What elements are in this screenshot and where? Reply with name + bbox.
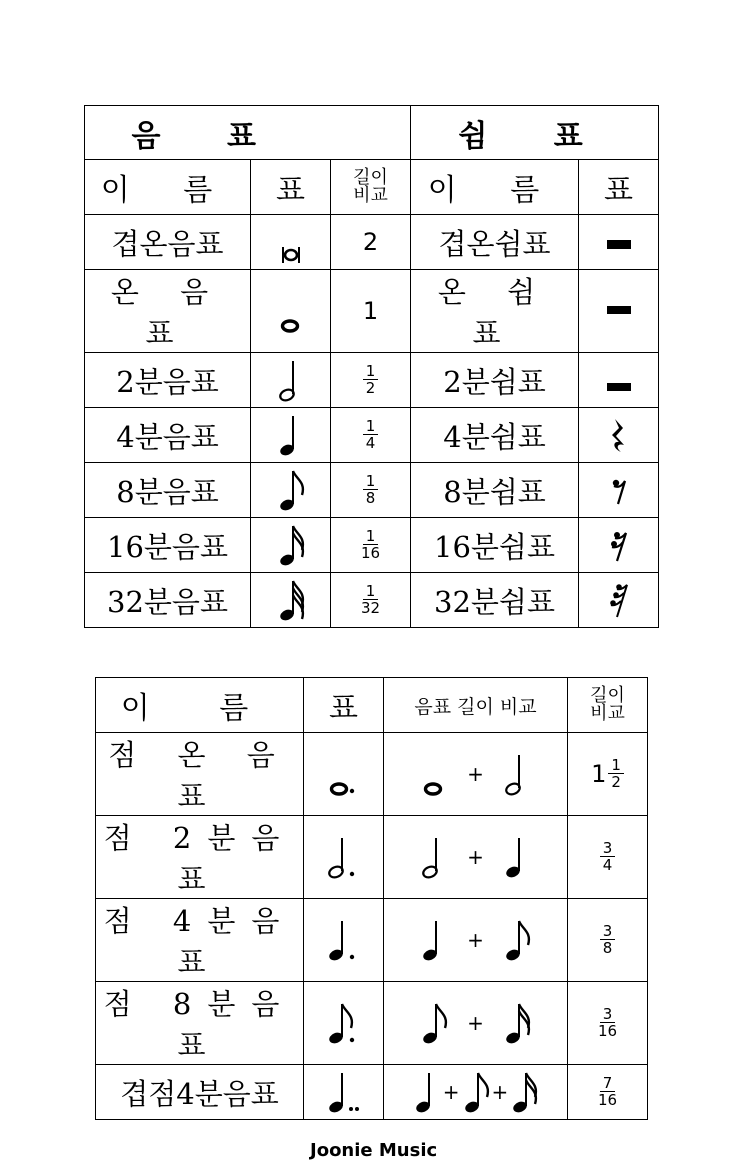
fraction-numerator: 1 bbox=[363, 364, 379, 380]
whole-note-icon bbox=[419, 751, 449, 797]
length-header-top: 길이 bbox=[353, 167, 388, 188]
sixteenth-note-icon bbox=[502, 1000, 532, 1046]
sixteenth-rest-icon bbox=[579, 518, 659, 573]
note-name: 2분음표 bbox=[85, 353, 251, 408]
quarter-rest-icon bbox=[579, 408, 659, 463]
table-row bbox=[96, 899, 648, 982]
half-note-icon bbox=[502, 751, 532, 797]
note-name: 온 음 표 bbox=[85, 270, 251, 353]
table-row bbox=[96, 733, 648, 816]
length-fraction bbox=[595, 1076, 620, 1108]
length-fraction bbox=[358, 584, 383, 616]
brand-logo: Joonie Music bbox=[310, 1140, 438, 1161]
dotted-length-cell bbox=[568, 1065, 648, 1120]
eighth-rest-icon bbox=[579, 463, 659, 518]
half-note-icon bbox=[419, 834, 449, 880]
sixteenth-note-icon bbox=[251, 518, 331, 573]
table-row bbox=[96, 1065, 648, 1120]
length-fraction bbox=[358, 529, 383, 561]
note-name: 겹온음표 bbox=[85, 215, 251, 270]
table-row bbox=[85, 573, 659, 628]
length-fraction bbox=[363, 364, 379, 396]
length-cell bbox=[331, 353, 411, 408]
rest-group-label: 쉼 표 bbox=[458, 118, 611, 154]
comparison-cell bbox=[384, 733, 568, 816]
comparison-cell bbox=[384, 899, 568, 982]
note-name: 16분음표 bbox=[85, 518, 251, 573]
length-cell bbox=[331, 215, 411, 270]
rest-name: 4분쉼표 bbox=[411, 408, 579, 463]
dotted-length-cell bbox=[568, 982, 648, 1065]
rest-name: 온 쉼 표 bbox=[411, 270, 579, 353]
length-value: 2 bbox=[362, 228, 379, 256]
rest-name: 겹온쉼표 bbox=[411, 215, 579, 270]
quarter-note-icon bbox=[412, 1069, 442, 1115]
length-fraction bbox=[600, 841, 616, 873]
table-row bbox=[85, 518, 659, 573]
table-row bbox=[96, 982, 648, 1065]
fraction-denominator: 4 bbox=[365, 434, 376, 452]
dotted-note-name: 점 2분음표 bbox=[96, 816, 304, 899]
rest-name: 32분쉼표 bbox=[411, 573, 579, 628]
dotted-note-table bbox=[95, 677, 648, 1120]
note-name: 4분음표 bbox=[85, 408, 251, 463]
plus-sign: + bbox=[467, 928, 484, 952]
dotted-half-note-icon bbox=[304, 816, 384, 899]
fraction-numerator: 1 bbox=[608, 758, 624, 774]
note-name: 32분음표 bbox=[85, 573, 251, 628]
fraction-numerator: 7 bbox=[600, 1076, 616, 1092]
length-fraction bbox=[600, 924, 616, 956]
fraction-denominator: 16 bbox=[360, 544, 381, 562]
fraction-numerator: 1 bbox=[363, 529, 379, 545]
eighth-note-icon bbox=[502, 917, 532, 963]
plus-sign: + bbox=[467, 1011, 484, 1035]
eighth-note-icon bbox=[251, 463, 331, 518]
length-fraction bbox=[363, 419, 379, 451]
length-value: 1 bbox=[362, 297, 379, 325]
quarter-note-icon bbox=[502, 834, 532, 880]
comparison-header: 음표 길이 비교 bbox=[384, 678, 568, 733]
note-name: 8분음표 bbox=[85, 463, 251, 518]
table-row bbox=[96, 816, 648, 899]
dotted-note-name: 겹점4분음표 bbox=[96, 1065, 304, 1120]
plus-sign: + bbox=[467, 845, 484, 869]
symbol-header: 표 bbox=[251, 160, 331, 215]
length-fraction bbox=[608, 758, 624, 790]
rest-name: 16분쉼표 bbox=[411, 518, 579, 573]
dotted-length-header-top: 길이 bbox=[590, 685, 625, 706]
name-header: 이 름 bbox=[85, 160, 251, 215]
table-row bbox=[85, 353, 659, 408]
note-group-label: 음 표 bbox=[131, 118, 284, 154]
length-cell bbox=[331, 270, 411, 353]
fraction-numerator: 1 bbox=[363, 474, 379, 490]
rest-name: 2분쉼표 bbox=[411, 353, 579, 408]
plus-sign: + bbox=[442, 1080, 460, 1104]
plus-sign: + bbox=[467, 762, 484, 786]
note-group-header bbox=[85, 106, 331, 160]
comparison-cell bbox=[384, 816, 568, 899]
double-dotted-quarter-note-icon bbox=[304, 1065, 384, 1120]
length-whole: 1 bbox=[591, 760, 607, 788]
dotted-quarter-note-icon bbox=[304, 899, 384, 982]
dotted-length-header bbox=[568, 678, 648, 733]
note-rest-table bbox=[84, 105, 659, 628]
thirty-second-note-icon bbox=[251, 573, 331, 628]
length-fraction bbox=[595, 1007, 620, 1039]
fraction-numerator: 1 bbox=[363, 419, 379, 435]
fraction-numerator: 1 bbox=[363, 584, 379, 600]
fraction-denominator: 2 bbox=[611, 773, 621, 791]
whole-note-icon bbox=[251, 270, 331, 353]
fraction-numerator: 3 bbox=[600, 1007, 616, 1023]
dotted-symbol-header: 표 bbox=[304, 678, 384, 733]
breve-icon bbox=[251, 215, 331, 270]
comparison-cell bbox=[384, 1065, 568, 1120]
dotted-note-name: 점 8분음표 bbox=[96, 982, 304, 1065]
fraction-denominator: 32 bbox=[360, 599, 381, 617]
length-cell bbox=[331, 518, 411, 573]
rest-group-header bbox=[411, 106, 659, 160]
table-row bbox=[85, 463, 659, 518]
dotted-name-header: 이 름 bbox=[96, 678, 304, 733]
fraction-denominator: 8 bbox=[365, 489, 376, 507]
table-row bbox=[85, 215, 659, 270]
thirty-second-rest-icon bbox=[579, 573, 659, 628]
whole-rest-icon bbox=[579, 270, 659, 353]
fraction-denominator: 8 bbox=[602, 939, 613, 957]
length-fraction bbox=[363, 474, 379, 506]
quarter-note-icon bbox=[251, 408, 331, 463]
breve-rest-icon bbox=[579, 215, 659, 270]
dotted-note-name: 점 4분음표 bbox=[96, 899, 304, 982]
dotted-note-name: 점 온 음 표 bbox=[96, 733, 304, 816]
half-note-icon bbox=[251, 353, 331, 408]
eighth-note-icon bbox=[461, 1069, 491, 1115]
length-cell bbox=[331, 463, 411, 518]
eighth-note-icon bbox=[419, 1000, 449, 1046]
dotted-length-cell bbox=[568, 816, 648, 899]
comparison-cell bbox=[384, 982, 568, 1065]
dotted-whole-note-icon bbox=[304, 733, 384, 816]
fraction-denominator: 2 bbox=[365, 379, 376, 397]
half-rest-icon bbox=[579, 353, 659, 408]
length-cell bbox=[331, 408, 411, 463]
fraction-denominator: 16 bbox=[597, 1091, 618, 1109]
length-header-bottom: 비교 bbox=[353, 185, 388, 206]
fraction-numerator: 3 bbox=[600, 841, 616, 857]
dotted-length-header-bottom: 비교 bbox=[590, 703, 625, 724]
dotted-length-cell bbox=[568, 899, 648, 982]
rest-name-header: 이 름 bbox=[411, 160, 579, 215]
length-header bbox=[331, 160, 411, 215]
rest-name: 8분쉼표 bbox=[411, 463, 579, 518]
sixteenth-note-icon bbox=[509, 1069, 539, 1115]
plus-sign: + bbox=[491, 1080, 509, 1104]
dotted-length-cell bbox=[568, 733, 648, 816]
quarter-note-icon bbox=[419, 917, 449, 963]
rest-symbol-header: 표 bbox=[579, 160, 659, 215]
fraction-numerator: 3 bbox=[600, 924, 616, 940]
table-row bbox=[85, 270, 659, 353]
length-cell bbox=[331, 573, 411, 628]
dotted-eighth-note-icon bbox=[304, 982, 384, 1065]
table-row bbox=[85, 408, 659, 463]
fraction-denominator: 16 bbox=[597, 1022, 618, 1040]
fraction-denominator: 4 bbox=[602, 856, 613, 874]
